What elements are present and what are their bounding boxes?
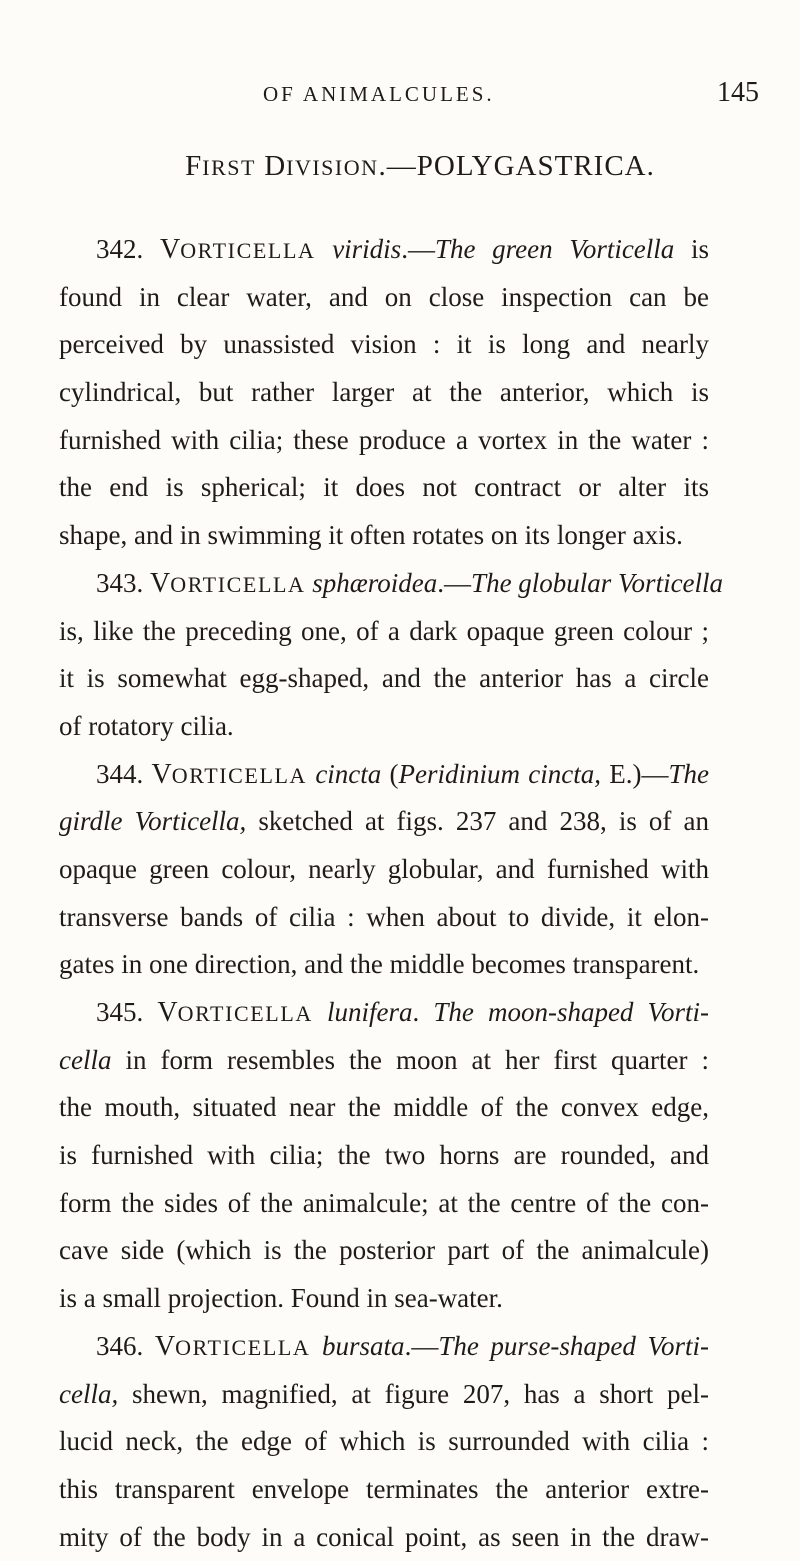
text-line: is furnished with cilia; the two horns are rounded, and — [59, 1140, 709, 1171]
text-line: lucid neck, the edge of which is surrounded with cilia : — [59, 1426, 709, 1457]
division-heading — [0, 150, 800, 184]
running-head — [0, 77, 800, 122]
text-line: of rotatory cilia. — [59, 710, 234, 741]
page-number: 145 — [717, 77, 759, 108]
text-line: cave side (which is the posterior part of the animalcule) — [59, 1235, 709, 1266]
genus-initial: V — [150, 567, 171, 599]
entry-number: 342. — [96, 234, 160, 264]
text-line: 343. VORTICELLA sphæroidea.—The globular Vorticella — [96, 567, 724, 599]
text-line: 342. VORTICELLA viridis.—The green Vorticella is — [96, 234, 709, 265]
text-line: cella, shewn, magnified, at figure 207, has a short pel- — [59, 1378, 709, 1409]
text-line: opaque green colour, nearly globular, and furnished with — [59, 853, 709, 884]
common-name: The green Vorticella — [434, 234, 675, 264]
text-line: shape, and in swimming it often rotates on its longer axis. — [59, 520, 683, 551]
text-line: 346. VORTICELLA bursata.—The purse-shaped Vorti- — [96, 1330, 710, 1362]
heading-first-rest: IRST — [202, 155, 256, 180]
text-line: mity of the body in a conical point, as seen in the draw- — [59, 1521, 709, 1552]
text-line: is, like the preceding one, of a dark opaque green colour ; — [59, 615, 709, 646]
entry-number: 344. — [96, 758, 152, 789]
text-line: 344. VORTICELLA cincta (Peridinium cincta, E.)—The — [96, 758, 710, 790]
text-line: gates in one direction, and the middle becomes transparent. — [59, 949, 700, 980]
genus-initial: V — [159, 234, 181, 265]
species-name: sphæroidea — [312, 567, 438, 598]
heading-separator: .— — [378, 150, 417, 182]
species-name: viridis — [332, 234, 402, 264]
text-line: it is somewhat egg-shaped, and the anterior has a circle — [59, 663, 709, 694]
text-line: found in clear water, and on close inspection can be — [59, 281, 709, 312]
genus-initial: V — [157, 997, 178, 1028]
genus-name: ORTICELLA — [180, 238, 316, 263]
heading-second-rest: IVISION — [286, 155, 379, 180]
text-line: 345. VORTICELLA lunifera. The moon-shaped Vorti- — [96, 997, 710, 1028]
entry-number: 345. — [96, 997, 158, 1027]
common-name: The moon-shaped Vorti- — [433, 997, 710, 1027]
text-line: furnished with cilia; these produce a vortex in the water : — [59, 424, 709, 455]
entry-number: 346. — [96, 1330, 155, 1361]
species-name: bursata — [322, 1330, 405, 1361]
synonym-name: Peridinium cincta, — [398, 758, 602, 789]
common-name: cella — [59, 1044, 112, 1075]
species-name: cincta — [315, 758, 382, 789]
common-name: The globular Vorticella — [471, 567, 724, 598]
text-line: form the sides of the animalcule; at the centre of the con- — [59, 1187, 709, 1218]
body-text — [59, 226, 724, 1561]
species-name: lunifera — [327, 997, 413, 1027]
genus-name: ORTICELLA — [171, 762, 308, 788]
heading-first-cap: F — [185, 150, 203, 182]
genus-initial: V — [151, 758, 172, 790]
common-name: girdle Vorticella, — [59, 806, 247, 837]
entry-number: 343. — [96, 567, 150, 598]
running-title: OF ANIMALCULES. — [263, 82, 495, 106]
text-line: transverse bands of cilia : when about to divide, it elon- — [59, 901, 709, 932]
common-name: The — [668, 758, 710, 789]
text-line: perceived by unassisted vision : it is long and nearly — [59, 329, 709, 360]
heading-title: POLYGASTRICA. — [416, 150, 655, 182]
text-line: girdle Vorticella, sketched at figs. 237 and 238, is of an — [59, 806, 709, 837]
text-line: the mouth, situated near the middle of the convex edge, — [59, 1092, 709, 1123]
common-name: The purse-shaped Vorti- — [438, 1330, 710, 1361]
text-line: is a small projection. Found in sea-water. — [59, 1283, 503, 1314]
text-line: this transparent envelope terminates the anterior extre- — [59, 1473, 709, 1504]
genus-name: ORTICELLA — [175, 1334, 311, 1360]
genus-name: ORTICELLA — [177, 1001, 313, 1026]
genus-name: ORTICELLA — [170, 571, 306, 597]
genus-initial: V — [154, 1330, 176, 1362]
common-name: cella, — [59, 1378, 119, 1409]
text-line: cella in form resembles the moon at her first quarter : — [59, 1044, 709, 1075]
heading-second-cap: D — [264, 150, 287, 182]
text-line: the end is spherical; it does not contract or alter its — [59, 472, 709, 503]
text-line: cylindrical, but rather larger at the anterior, which is — [59, 377, 709, 408]
